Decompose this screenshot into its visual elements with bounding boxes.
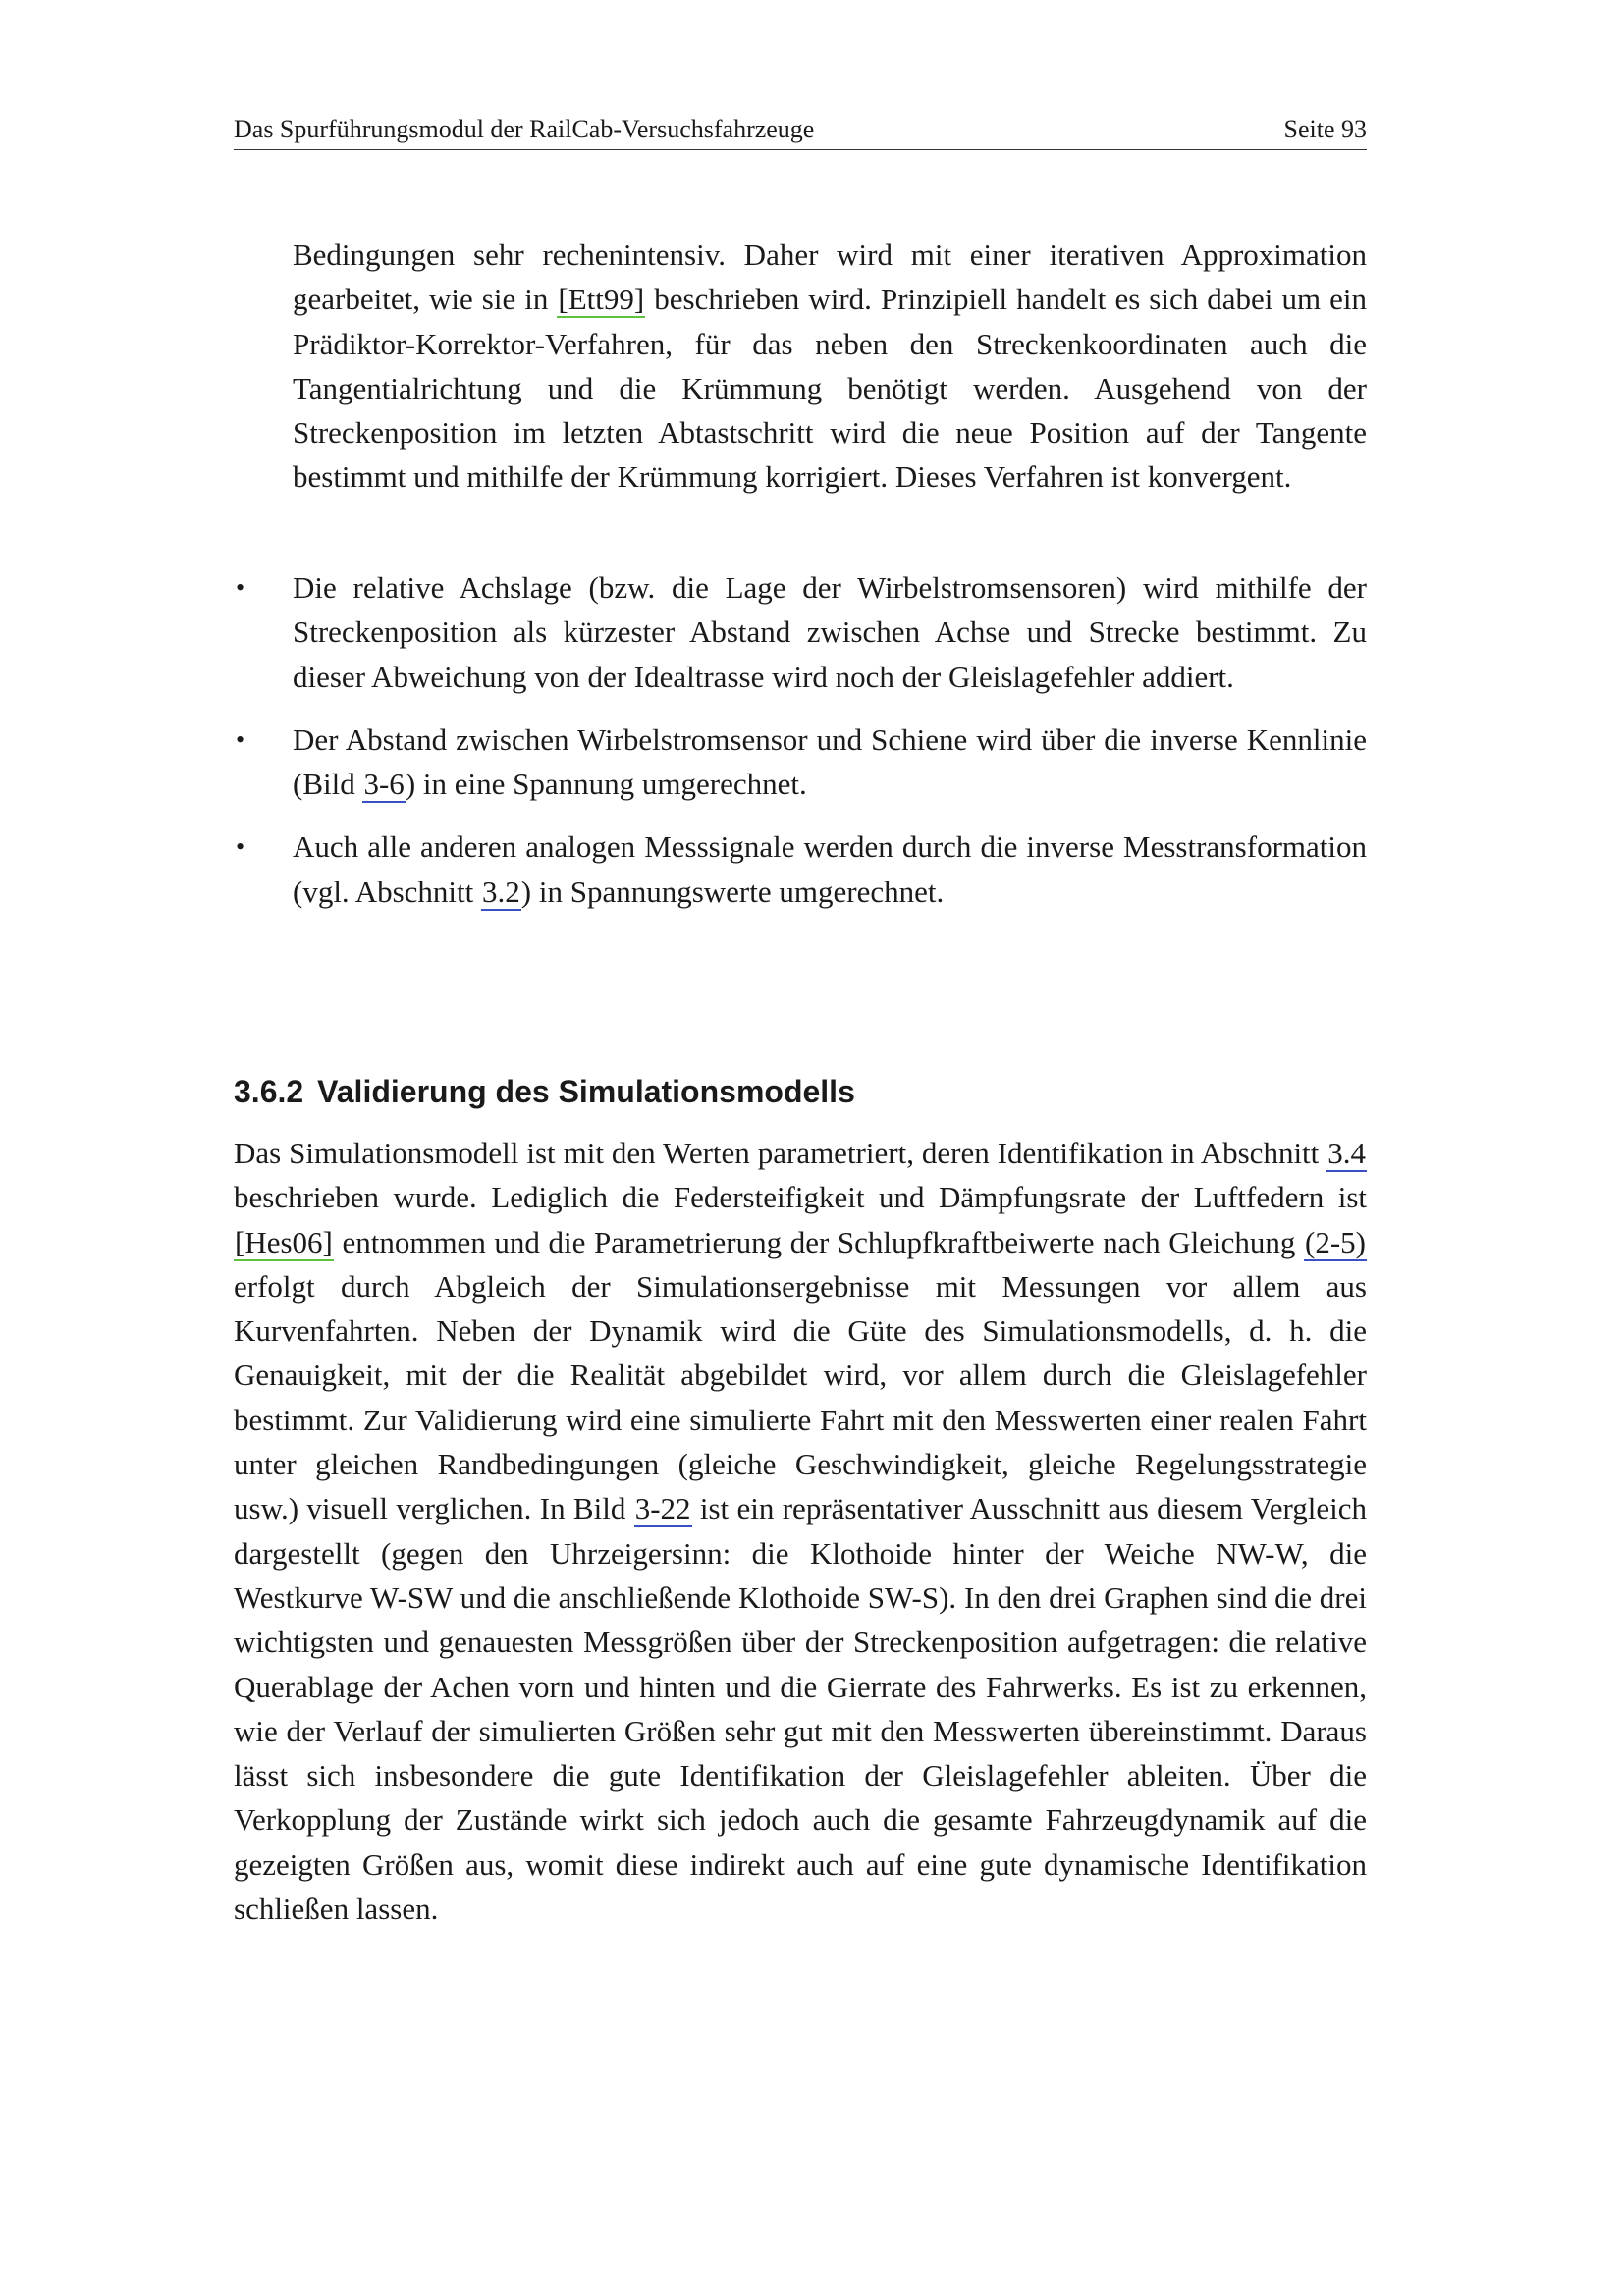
text-run: entnommen und die Parametrierung der Schlupfkraftbeiwerte nach Gleichung [333,1224,1305,1259]
text-run: beschrieben wird. Prinzipiell handelt es sich dabei um ein Prädiktor-Korrektor-Verfahren, für das neben den Streckenkoordinaten auch die Tangentialrichtung und die Krümmung benötigt werden. Ausgehend von der Streckenposition im letzten Abtastschritt wird die neue Position auf der Tangente bestimmt und mithilfe der Krümmung korrigiert. Dieses Verfahren ist konvergent. [293,282,1367,495]
bullet-marker: • [236,724,245,754]
text-run: Bedingungen sehr rechenintensiv. Daher wird mit einer iterativen Approximation gearbeitet, wie sie in [293,238,1367,317]
section-ref-link[interactable]: 3.4 [1327,1136,1366,1170]
citation-hes06-link[interactable]: [Hes06] [235,1224,333,1259]
bullet-text: ) in eine Spannung umgerechnet. [405,767,807,802]
citation-ett99-link[interactable]: [Ett99] [558,282,645,317]
bullet-text: Der Abstand zwischen Wirbelstromsensor und Schiene wird über die inverse Kennlinie (Bild [293,721,1367,802]
bullet-text: Die relative Achslage (bzw. die Lage der Wirbelstromsensoren) wird mithilfe der Streckenposition als kürzester Abstand zwischen Achse und Strecke bestimmt. Zu dieser Abweichung von der Idealtrasse wird noch der Gleislagefehler addiert. [293,570,1367,694]
bullet-text: Auch alle anderen analogen Messsignale werden durch die inverse Messtransformation (vgl. Abschnitt [293,829,1367,909]
bullet-item [234,825,1367,914]
running-header [234,110,1367,150]
bullet-item [234,718,1367,807]
main-paragraph [234,1131,1367,1931]
text-run: ist ein repräsentativer Ausschnitt aus diesem Vergleich dargestellt (gegen den Uhrzeigersinn: die Klothoide hinter der Weiche NW-W, die Westkurve W-SW und die anschließende Klothoide SW-S). In den drei Graphen sind die drei wichtigsten und genauesten Messgrößen über der Streckenposition aufgetragen: die relative Querablage der Achen vorn und hinten und die Gierrate des Fahrwerks. Es ist zu erkennen, wie der Verlauf der simulierten Größen sehr gut mit den Messwerten übereinstimmt. Daraus lässt sich insbesondere die gute Identifikation der Gleislagefehler ableiten. Über die Verkopplung der Zustände wirkt sich jedoch auch die gesamte Fahrzeugdynamik auf die gezeigten Größen aus, womit diese indirekt auch auf eine gute dynamische Identifikation schließen lassen. [234,1491,1367,1927]
bullet-list [234,565,1367,933]
text-run: beschrieben wurde. Lediglich die Federsteifigkeit und Dämpfungsrate der Luftfedern ist [234,1180,1367,1215]
section-ref-link[interactable]: 3.2 [482,874,520,909]
figure-ref-link[interactable]: 3-6 [363,767,405,802]
section-number: 3.6.2 [234,1074,304,1109]
continuation-paragraph [293,233,1367,500]
section-heading [234,1070,1367,1113]
header-page-number: Seite 93 [1283,115,1367,143]
bullet-marker: • [236,832,245,862]
header-title: Das Spurführungsmodul der RailCab-Versuchsfahrzeuge [234,115,815,143]
bullet-marker: • [236,573,245,602]
text-run: erfolgt durch Abgleich der Simulationsergebnisse mit Messungen vor allem aus Kurvenfahrten. Neben der Dynamik wird die Güte des Simulationsmodells, d. h. die Genauigkeit, mit der die Realität abgebildet wird, vor allem durch die Gleislagefehler bestimmt. Zur Validierung wird eine simulierte Fahrt mit den Messwerten einer realen Fahrt unter gleichen Randbedingungen (gleiche Geschwindigkeit, gleiche Regelungsstrategie usw.) visuell verglichen. In Bild [234,1268,1367,1526]
figure-ref-link[interactable]: 3-22 [634,1491,691,1526]
bullet-item [234,565,1367,699]
text-run: Das Simulationsmodell ist mit den Werten parametriert, deren Identifikation in Abschnitt [234,1136,1327,1170]
equation-ref-link[interactable]: (2-5) [1305,1224,1366,1259]
bullet-text: ) in Spannungswerte umgerechnet. [520,874,945,909]
section-title: Validierung des Simulationsmodells [317,1074,855,1109]
